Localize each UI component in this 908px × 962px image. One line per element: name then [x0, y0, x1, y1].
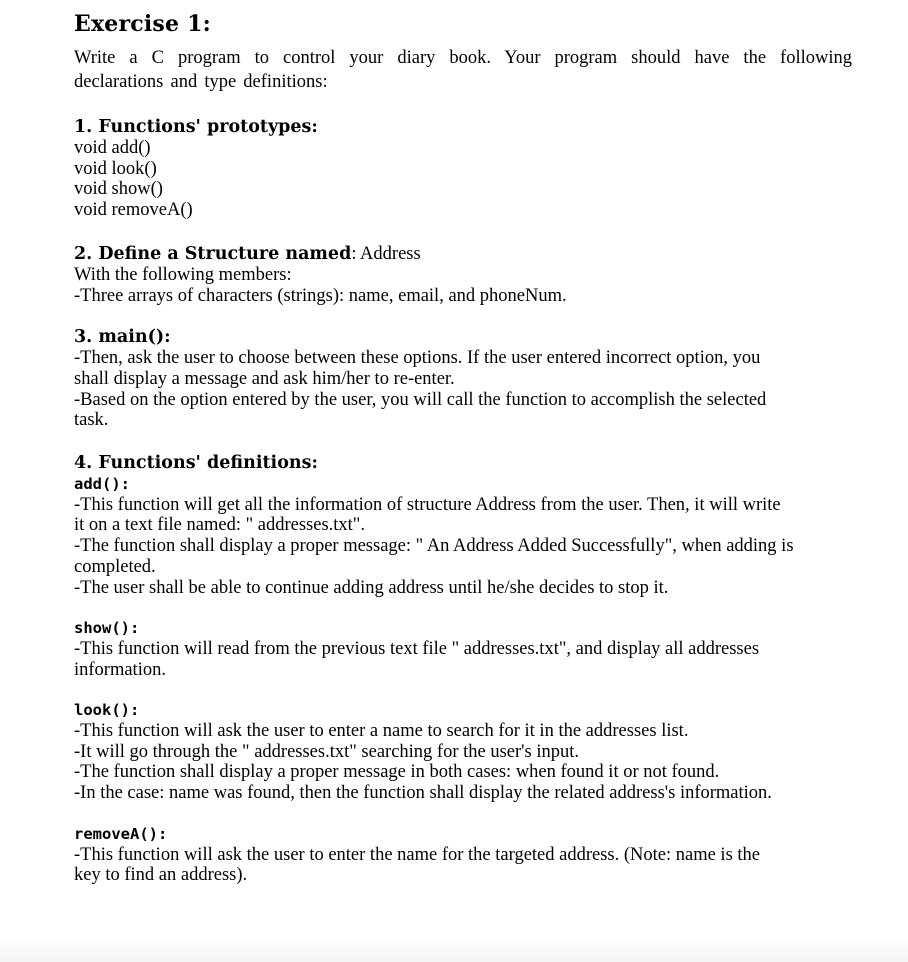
section-heading-bold: 2. Define a Structure named [74, 243, 352, 264]
function-line: information. [74, 659, 166, 680]
function-line: -This function will get all the information of structure Address from the user. Then, it will write [74, 494, 781, 515]
main-line: shall display a message and ask him/her to re-enter. [74, 368, 455, 389]
section-heading: 1. Functions' prototypes: [74, 117, 318, 137]
main-line: -Based on the option entered by the user, you will call the function to accomplish the selected [74, 389, 767, 410]
section-prototypes [74, 116, 852, 221]
structure-line: -Three arrays of characters (strings): name, email, and phoneNum. [74, 285, 567, 306]
function-removeA [74, 824, 852, 886]
main-line: task. [74, 410, 109, 431]
function-name: removeA(): [74, 824, 168, 843]
function-look [74, 700, 852, 804]
function-show [74, 618, 852, 680]
exercise-title: Exercise 1: [74, 11, 211, 37]
structure-name: : Address [351, 243, 421, 264]
function-line: -This function will ask the user to enter the name for the targeted address. (Note: name is the [74, 844, 760, 865]
page-bottom-shadow [0, 934, 908, 962]
main-line: -Then, ask the user to choose between these options. If the user entered incorrect option, you [74, 348, 761, 369]
function-line: it on a text file named: " addresses.txt". [74, 515, 365, 536]
function-line: -This function will read from the previous text file " addresses.txt", and display all addresses [74, 638, 760, 659]
function-line: -The function shall display a proper message: " An Address Added Successfully", when adding is [74, 536, 794, 557]
section-heading: 4. Functions' definitions: [74, 453, 318, 474]
section-definitions [74, 452, 852, 886]
section-structure [74, 243, 852, 306]
function-name: show(): [74, 619, 140, 638]
function-line: -This function will ask the user to enter a name to search for it in the addresses list. [74, 721, 689, 742]
function-add [74, 474, 852, 598]
prototype-line: void removeA() [74, 200, 193, 221]
function-name: add(): [74, 475, 130, 494]
structure-line: With the following members: [74, 264, 292, 285]
prototype-line: void show() [74, 179, 163, 200]
function-line: key to find an address). [74, 865, 248, 886]
section-heading: 3. main(): [74, 327, 171, 348]
function-line: -It will go through the " addresses.txt" searching for the user's input. [74, 741, 579, 762]
function-name: look(): [74, 701, 140, 720]
document-page [74, 8, 852, 886]
prototype-line: void add() [74, 138, 151, 158]
function-line: -The user shall be able to continue adding address until he/she decides to stop it. [74, 577, 669, 598]
function-line: completed. [74, 556, 156, 577]
exercise-intro: Write a C program to control your diary book. Your program should have the following declarations and type definitions: [74, 48, 852, 92]
function-line: -In the case: name was found, then the function shall display the related address's information. [74, 783, 772, 804]
prototype-line: void look() [74, 158, 157, 179]
function-line: -The function shall display a proper message in both cases: when found it or not found. [74, 762, 720, 783]
section-heading [74, 243, 852, 265]
section-main [74, 326, 852, 431]
